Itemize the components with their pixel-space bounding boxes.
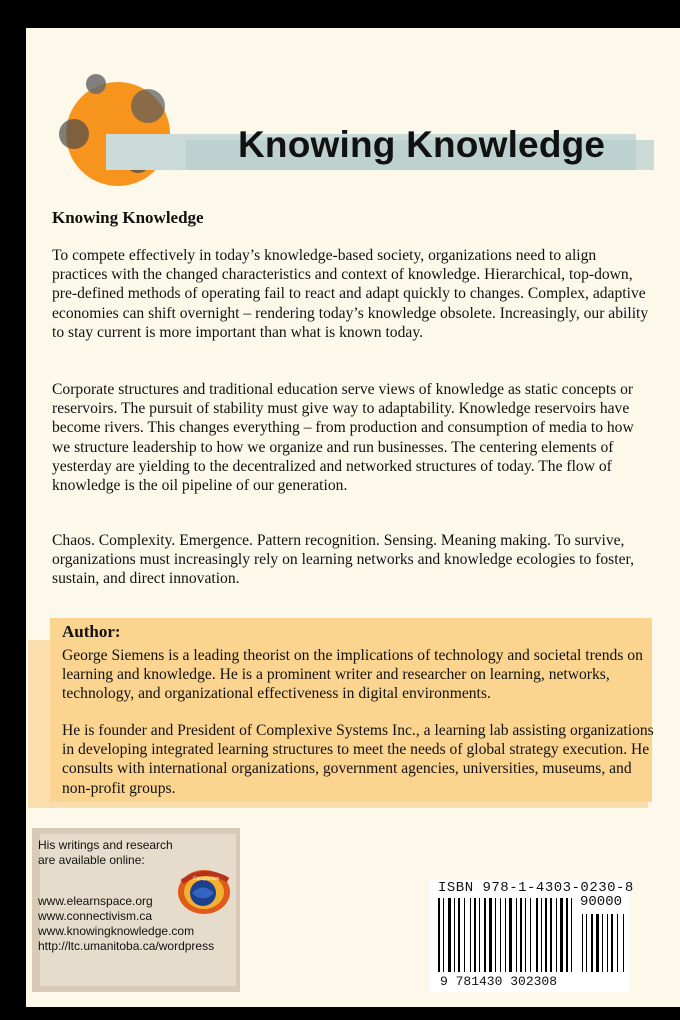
barcode: [430, 880, 634, 992]
link-knowingknowledge[interactable]: www.knowingknowledge.com: [38, 924, 195, 938]
link-umanitoba[interactable]: http://ltc.umanitoba.ca/wordpress: [38, 939, 215, 953]
description-heading: Knowing Knowledge: [52, 208, 204, 227]
author-paragraph-1: George Siemens is a leading theorist on the implications of technology and societal trends on learning and knowledge. He is a prominent writer and researcher on learning, networks, technology, and organizational effectiveness in digital environments.: [62, 647, 643, 703]
link-connectivism[interactable]: www.connectivism.ca: [38, 909, 153, 923]
book-title: Knowing Knowledge: [238, 124, 606, 165]
description-paragraph-1: To compete effectively in today’s knowledge-based society, organizations need to align practices with the changed characteristics and context of knowledge. Hierarchical, top-down, pre-defined methods of operating fail to react and adapt quickly to changes. Complex, adaptive economies can shift overnight – rendering today’s knowledge obsolete. Increasingly, our ability to stay current is more important than what is known today.: [52, 247, 649, 341]
barcode-addon: 90000: [580, 894, 623, 910]
emblem-text: Complexive: [193, 876, 220, 882]
author-heading: Author:: [62, 622, 121, 641]
link-elearnspace[interactable]: www.elearnspace.org: [38, 894, 153, 908]
barcode-number: 9 781430 302308: [440, 974, 558, 989]
complexive-emblem-icon: [174, 862, 234, 918]
author-paragraph-2: He is founder and President of Complexive Systems Inc., a learning lab assisting organizations in developing integrated learning structures to meet the needs of global strategy execution. He consults with international organizations, government agencies, universities, museums, and non-profit groups.: [62, 722, 654, 797]
barcode-bars-icon: [436, 898, 626, 974]
logo-orange-circle-icon: [56, 72, 176, 192]
description-paragraph-2: Corporate structures and traditional education serve views of knowledge as static concepts or reservoirs. The pursuit of stability must give way to adaptability. Knowledge reservoirs have become rivers. This changes everything – from production and consumption of media to how we structure leadership to how we organize and run businesses. The centering elements of yesterday are yielding to the decentralized and networked structures of today. The flow of knowledge is the oil pipeline of our generation.: [52, 381, 634, 495]
description-paragraph-3: Chaos. Complexity. Emergence. Pattern recognition. Sensing. Meaning making. To survive, organizations must increasingly rely on learning networks and knowledge ecologies to foster, sustain, and direct innovation.: [52, 532, 634, 588]
isbn-text: ISBN 978-1-4303-0230-8: [438, 880, 634, 896]
online-intro: His writings and research are available online:: [38, 838, 173, 867]
back-cover: [26, 28, 680, 1007]
